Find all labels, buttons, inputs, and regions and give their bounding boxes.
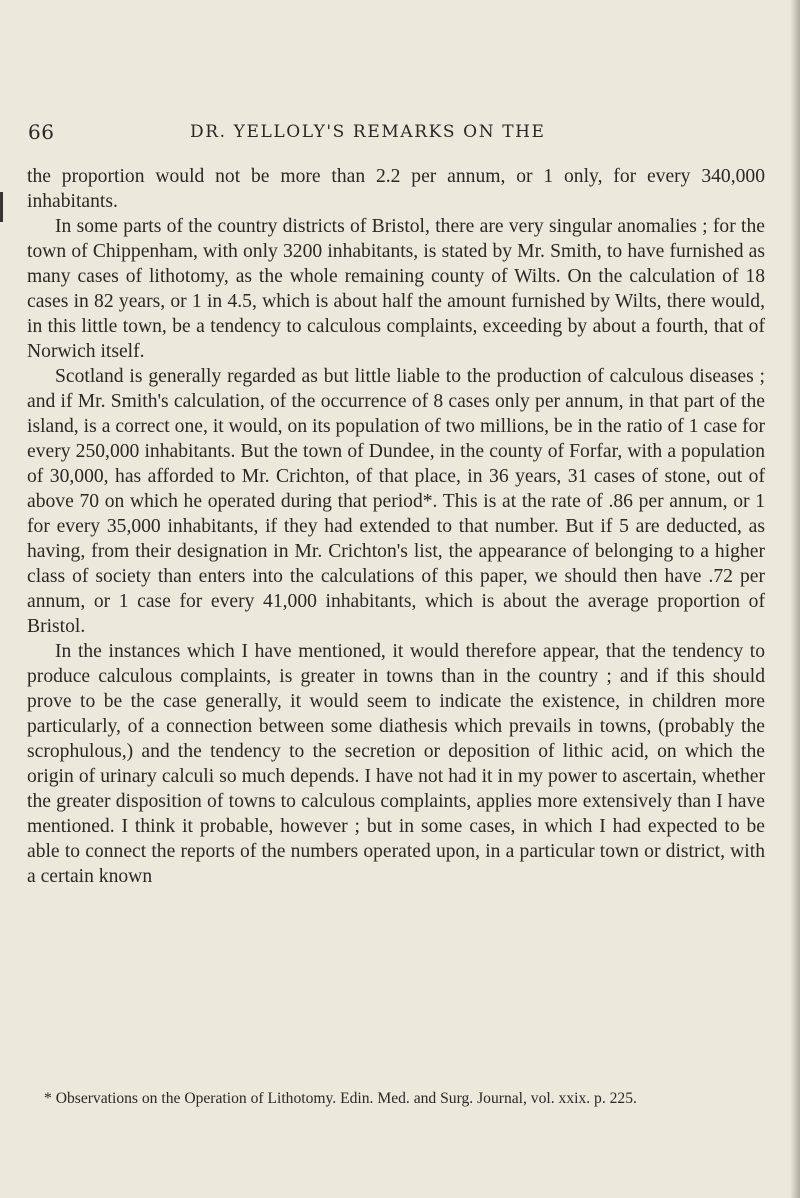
- paragraph-chippenham: In some parts of the country districts of Bristol, there are very singular anomalies ; for the town of Chippenham, with only 3200 inhabitants, is stated by Mr. Smith, to have furnished as many cases of lithotomy, as the whole remaining county of Wilts. On the calculation of 18 cases in 82 years, or 1 in 4.5, which is about half the amount furnished by Wilts, there would, in this little town, be a tendency to calculous complaints, exceeding by about a fourth, that of Norwich itself.: [27, 216, 765, 362]
- paragraph-towns: In the instances which I have mentioned, it would therefore appear, that the tendency to produce calculous complaints, is greater in towns than in the country ; and if this should prove to be the case generally, it would seem to indicate the existence, in children more particularly, of a connection between some diathesis which prevails in towns, (probably the scrophulous,) and the tendency to the secretion or deposition of lithic acid, on which the origin of urinary calculi so much depends. I have not had it in my power to ascertain, whether the greater disposition of towns to calculous complaints, applies more extensively than I have mentioned. I think it probable, however ; but in some cases, in which I had expected to be able to connect the reports of the numbers operated upon, in a particular town or district, with a certain known: [27, 641, 765, 887]
- running-head: DR. YELLOLY'S REMARKS ON THE: [190, 122, 546, 142]
- paragraph-scotland: Scotland is generally regarded as but little liable to the production of calculous diseases ; and if Mr. Smith's calculation, of the occurrence of 8 cases only per annum, in that part of the island, is a correct one, it would, on its population of two millions, be in the ratio of 1 case for every 250,000 inhabitants. But the town of Dundee, in the county of Forfar, with a population of 30,000, has afforded to Mr. Crichton, of that place, in 36 years, 31 cases of stone, out of above 70 on which he operated during that period*. This is at the rate of .86 per annum, or 1 for every 35,000 inhabitants, if they had extended to that number. But if 5 are deducted, as having, from their designation in Mr. Crichton's list, the appearance of belonging to a higher class of society than enters into the calculations of this paper, we should then have .72 per annum, or 1 case for every 41,000 inhabitants, which is about the average proportion of Bristol.: [27, 366, 765, 637]
- margin-mark: [0, 192, 3, 222]
- body-text: [27, 164, 765, 889]
- page-number: 66: [28, 120, 55, 144]
- page-header: [0, 120, 800, 146]
- paragraph-continued: the proportion would not be more than 2.2 per annum, or 1 only, for every 340,000 inhabitants.: [27, 166, 765, 212]
- footnote: * Observations on the Operation of Lithotomy. Edin. Med. and Surg. Journal, vol. xxix. p. 225.: [44, 1090, 637, 1107]
- page-edge-shadow: [790, 0, 800, 1198]
